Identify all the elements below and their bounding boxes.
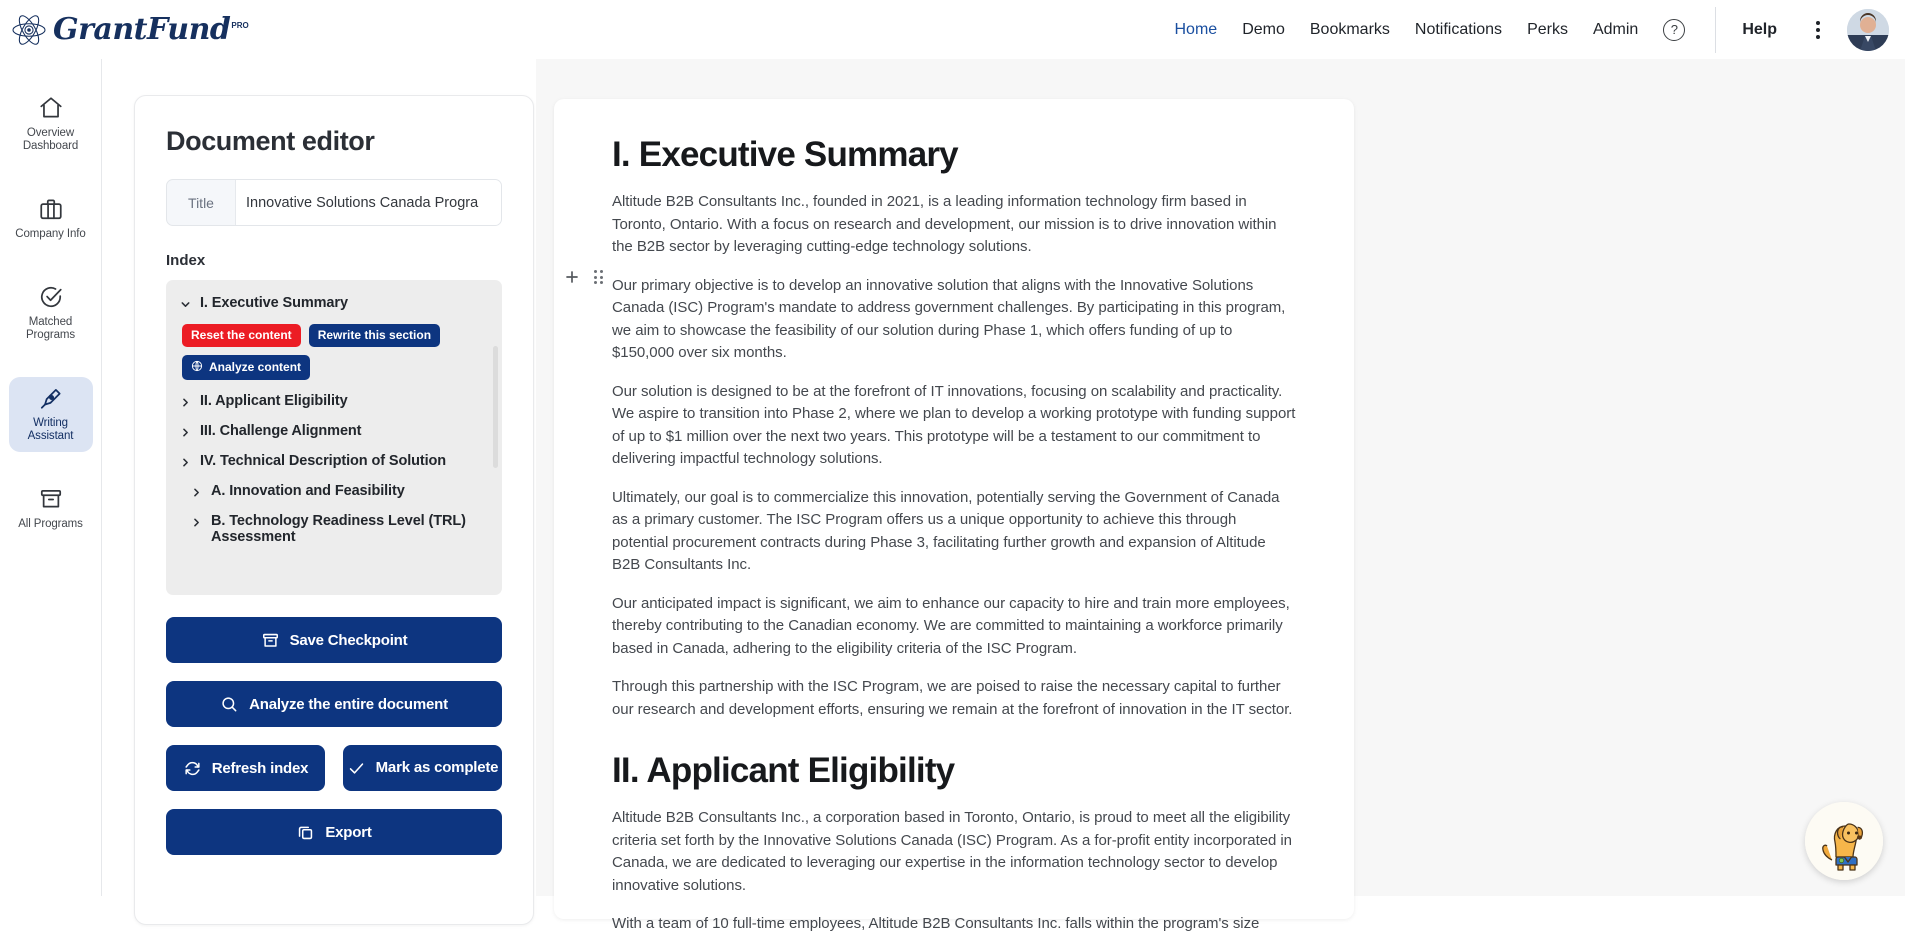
index-heading: Index: [166, 252, 502, 269]
export-label: Export: [325, 824, 371, 841]
top-navigation-bar: [0, 0, 1905, 59]
sidebar-item-overview-dashboard[interactable]: [9, 87, 93, 162]
mark-complete-label: Mark as complete: [376, 760, 499, 776]
export-button[interactable]: [166, 809, 502, 855]
document-page[interactable]: [554, 99, 1354, 919]
more-vertical-icon[interactable]: [1803, 15, 1833, 45]
sidebar-label-matched-programs: Matched Programs: [11, 316, 91, 342]
index-scrollbar[interactable]: [493, 290, 498, 586]
brand-trademark: PRO: [231, 21, 248, 30]
nav-link-admin[interactable]: Admin: [1593, 21, 1638, 39]
sidebar-item-all-programs[interactable]: [9, 478, 93, 540]
index-item-header[interactable]: [180, 420, 488, 444]
document-paragraph[interactable]: Our anticipated impact is significant, we aim to enhance our capacity to hire and train more employees, thereby contributing to the Canadian economy. We are committed to maintaining a workforce primarily based in Canada, adhering to the eligibility criteria of the ISC Program.: [612, 593, 1296, 661]
chevron-right-icon: [191, 515, 202, 531]
refresh-icon: [183, 759, 202, 778]
chevron-down-icon: [180, 297, 191, 313]
nav-link-home[interactable]: Home: [1175, 21, 1218, 39]
sidebar-label-writing-assistant: Writing Assistant: [11, 417, 91, 443]
editor-action-buttons: [166, 617, 502, 855]
nav-link-demo[interactable]: Demo: [1242, 21, 1285, 39]
primary-nav-links: [1175, 21, 1639, 39]
refresh-index-button[interactable]: [166, 745, 325, 791]
nav-link-perks[interactable]: Perks: [1527, 21, 1568, 39]
index-list: [166, 280, 502, 595]
mark-complete-button[interactable]: [343, 745, 502, 791]
chat-assistant-mascot-button[interactable]: [1805, 802, 1883, 880]
index-item-header[interactable]: [180, 292, 488, 316]
archive-box-icon: [261, 631, 280, 650]
editor-button-row: [166, 745, 502, 791]
index-item-innovation-feasibility[interactable]: [180, 480, 488, 504]
brand-name: GrantFund$^{PRO}$: [53, 15, 249, 45]
document-paragraph[interactable]: Our solution is designed to be at the forefront of IT innovations, focusing on scalability and practicality. We aspire to transition into Phase 2, where we plan to develop a working prototype with funding support of up to $1 million over the next two years. This prototype will be a testament to our commitment to delivering impactful technology solutions.: [612, 381, 1296, 471]
nav-link-notifications[interactable]: Notifications: [1415, 21, 1502, 39]
index-item-technical-description[interactable]: [180, 450, 488, 474]
document-canvas: [536, 59, 1905, 896]
index-item-applicant-eligibility[interactable]: [180, 390, 488, 414]
index-item-label: II. Applicant Eligibility: [200, 393, 348, 409]
index-item-label: A. Innovation and Feasibility: [211, 483, 405, 499]
sidebar-label-all-programs: All Programs: [18, 518, 83, 531]
index-item-challenge-alignment[interactable]: [180, 420, 488, 444]
save-checkpoint-button[interactable]: [166, 617, 502, 663]
pen-nib-icon: [38, 385, 64, 411]
block-controls: [564, 269, 603, 285]
document-heading-1: I. Executive Summary: [612, 135, 1296, 175]
document-title-label: Title: [167, 180, 235, 225]
index-item-header[interactable]: [180, 390, 488, 414]
document-paragraph[interactable]: With a team of 10 full-time employees, Altitude B2B Consultants Inc. falls within the program's size: [612, 913, 1296, 936]
document-title-input[interactable]: [235, 180, 501, 225]
index-item-header[interactable]: [191, 510, 488, 548]
golden-retriever-icon: [1805, 802, 1883, 880]
document-heading-2: II. Applicant Eligibility: [612, 751, 1296, 791]
index-item-label: IV. Technical Description of Solution: [200, 453, 446, 469]
analyze-document-label: Analyze the entire document: [249, 696, 448, 713]
drag-handle-icon[interactable]: [594, 270, 603, 284]
chevron-right-icon: [180, 455, 191, 471]
avatar[interactable]: [1847, 9, 1889, 51]
check-circle-icon: [38, 284, 64, 310]
index-item-executive-summary[interactable]: [180, 292, 488, 384]
reset-content-button[interactable]: Reset the content: [182, 324, 301, 347]
sidebar-item-matched-programs[interactable]: [9, 276, 93, 351]
archive-box-icon: [38, 486, 64, 512]
document-paragraph[interactable]: Our primary objective is to develop an innovative solution that aligns with the Innovative Solutions Canada (ISC) Program's mandate to address government challenges. By participating in this program, we aim to showcase the feasibility of our solution during Phase 1, which offers funding of up to $150,000 over six months.: [612, 275, 1296, 365]
nav-link-bookmarks[interactable]: Bookmarks: [1310, 21, 1390, 39]
document-paragraph[interactable]: Through this partnership with the ISC Program, we are poised to raise the necessary capital to further our research and development efforts, ensuring we remain at the forefront of innovation in the IT sector.: [612, 676, 1296, 721]
refresh-index-label: Refresh index: [212, 760, 309, 777]
save-checkpoint-label: Save Checkpoint: [290, 632, 408, 649]
chevron-right-icon: [180, 425, 191, 441]
briefcase-icon: [38, 196, 64, 222]
check-icon: [347, 759, 366, 778]
index-item-header[interactable]: [191, 480, 488, 504]
index-scrollbar-thumb[interactable]: [493, 346, 498, 468]
analyze-content-label: Analyze content: [209, 361, 301, 374]
document-paragraph[interactable]: Altitude B2B Consultants Inc., a corporation based in Toronto, Ontario, is proud to meet all the eligibility criteria set forth by the Innovative Solutions Canada (ISC) Program. As a for-profit entity incorporated in Canada, we are dedicated to leveraging our expertise in the information technology sector to develop innovative solutions.: [612, 807, 1296, 897]
page-title: Document editor: [166, 126, 502, 157]
sidebar-item-company-info[interactable]: [9, 188, 93, 250]
document-paragraph[interactable]: Altitude B2B Consultants Inc., founded in 2021, is a leading information technology firm based in Toronto, Ontario. With a focus on research and development, our mission is to drive innovation within the B2B sector by leveraging cutting-edge technology solutions.: [612, 191, 1296, 259]
document-editor-panel: [134, 95, 534, 925]
nav-divider: [1715, 7, 1716, 53]
sidebar-label-company-info: Company Info: [15, 228, 85, 241]
index-item-header[interactable]: [180, 450, 488, 474]
analyze-content-button[interactable]: [182, 355, 310, 380]
document-title-row: [166, 179, 502, 226]
chevron-right-icon: [180, 395, 191, 411]
rewrite-section-button[interactable]: Rewrite this section: [309, 324, 440, 347]
globe-icon: [191, 360, 203, 375]
copy-icon: [296, 823, 315, 842]
left-icon-rail: [0, 59, 102, 896]
add-block-icon[interactable]: [564, 269, 580, 285]
section-action-chips: [180, 316, 488, 384]
index-item-label: I. Executive Summary: [200, 295, 348, 311]
atom-logo-icon: [11, 14, 47, 46]
search-icon: [220, 695, 239, 714]
sidebar-label-overview-dashboard: Overview Dashboard: [11, 127, 91, 153]
analyze-document-button[interactable]: [166, 681, 502, 727]
home-icon: [38, 95, 64, 121]
brand-logo[interactable]: [11, 14, 249, 46]
document-paragraph[interactable]: Ultimately, our goal is to commercialize this innovation, potentially serving the Government of Canada as a primary customer. The ISC Program offers us a unique opportunity to achieve this through potential procurement contracts during Phase 3, facilitating further growth and expansion of Altitude B2B Consultants Inc.: [612, 487, 1296, 577]
help-link[interactable]: Help: [1742, 21, 1777, 39]
index-item-label: III. Challenge Alignment: [200, 423, 361, 439]
question-mark-circle-icon[interactable]: ?: [1663, 19, 1685, 41]
sidebar-item-writing-assistant[interactable]: [9, 377, 93, 452]
index-item-trl-assessment[interactable]: [180, 510, 488, 548]
index-item-label: B. Technology Readiness Level (TRL) Assessment: [211, 513, 488, 545]
chevron-right-icon: [191, 485, 202, 501]
nav-right-cluster: [1175, 0, 1905, 59]
